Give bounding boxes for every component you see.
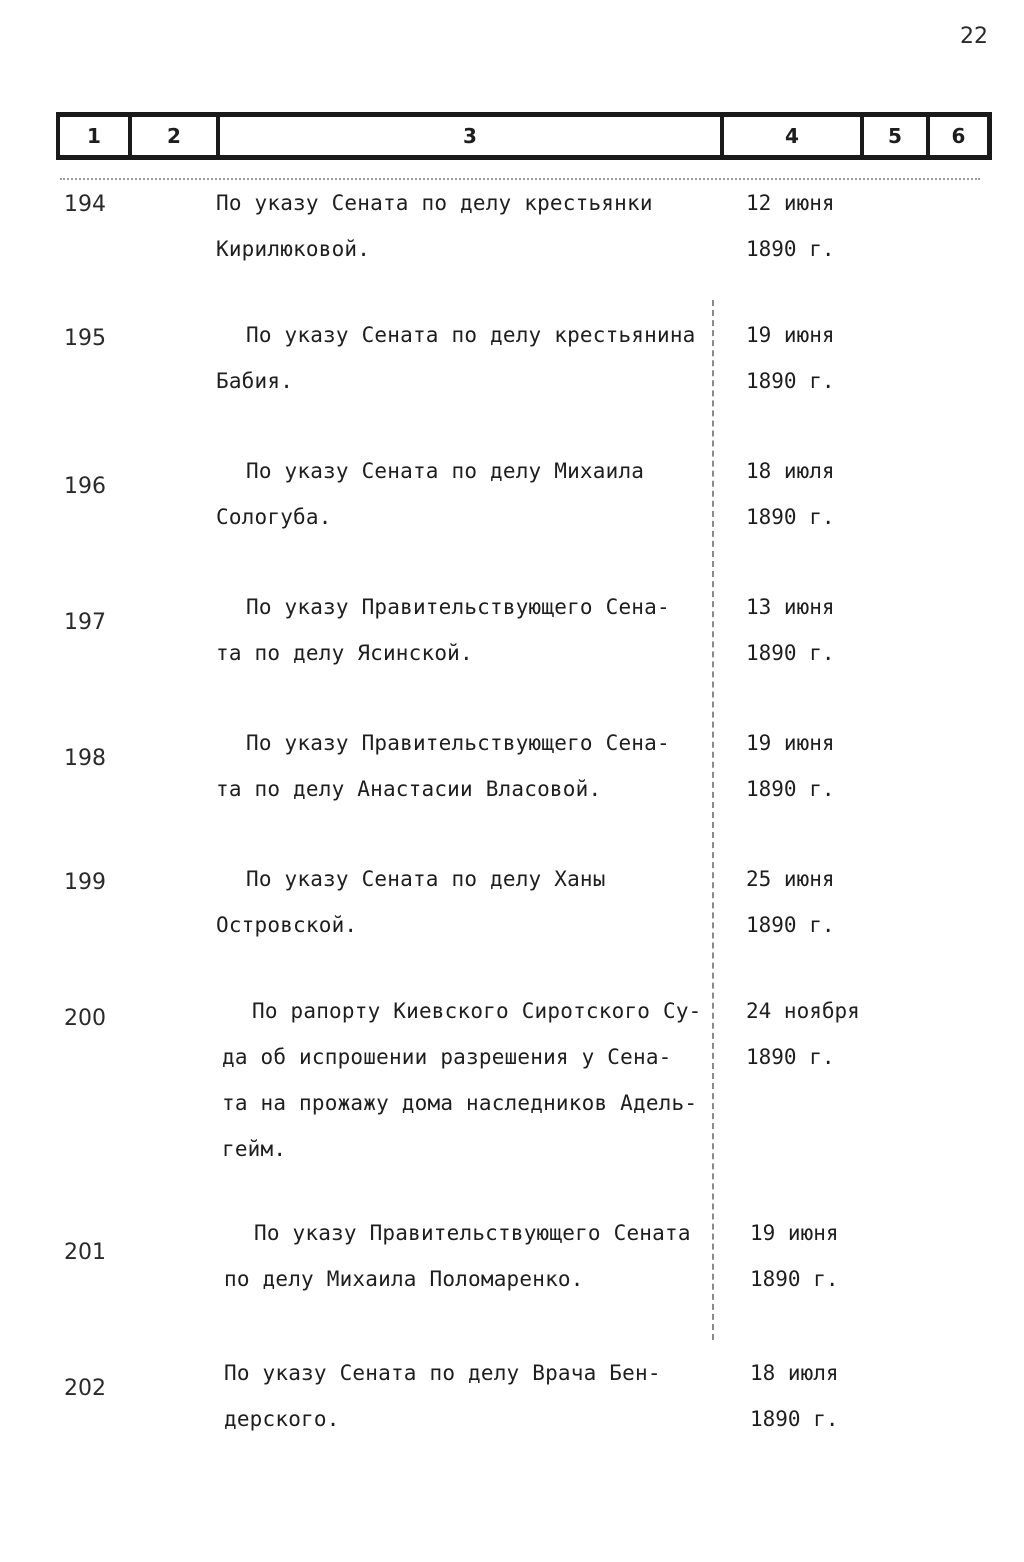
date-year: 1890 г. [746, 369, 835, 393]
entry-number: 195 [64, 326, 106, 351]
description-line: да об испрошении разрешения у Сена- [222, 1045, 672, 1069]
date-day: 18 июля [746, 459, 835, 483]
column-header-strip [56, 112, 992, 160]
entry-date [746, 988, 860, 1080]
description-line: По указу Сената по делу крестьянки [216, 191, 653, 215]
entry-number: 194 [64, 192, 106, 217]
date-year: 1890 г. [746, 505, 835, 529]
date-day: 13 июня [746, 595, 835, 619]
column-header-3: 3 [216, 117, 720, 155]
date-day: 25 июня [746, 867, 835, 891]
entry-number: 199 [64, 870, 106, 895]
date-year: 1890 г. [746, 237, 835, 261]
entry-number: 198 [64, 746, 106, 771]
description-line: та на прожажу дома наследников Адель- [222, 1091, 698, 1115]
column-header-6: 6 [926, 117, 992, 155]
description-line: гейм. [222, 1137, 287, 1161]
date-year: 1890 г. [750, 1267, 839, 1291]
entry-description [216, 448, 736, 540]
description-line: По указу Правительствующего Сена- [246, 595, 670, 619]
description-line: Бабия. [216, 369, 294, 393]
entry-date [746, 720, 835, 812]
description-line: Сологуба. [216, 505, 332, 529]
entry-date [746, 448, 835, 540]
entry-date [750, 1210, 839, 1302]
description-line: По указу Сената по делу Ханы [246, 867, 606, 891]
description-line: По указу Правительствующего Сената [254, 1221, 691, 1245]
date-year: 1890 г. [746, 641, 835, 665]
entry-description [224, 1210, 744, 1302]
description-line: По рапорту Киевского Сиротского Су- [252, 999, 702, 1023]
entry-number: 202 [64, 1376, 106, 1401]
entry-date [746, 180, 835, 272]
entry-number: 196 [64, 474, 106, 499]
entry-description [216, 720, 736, 812]
date-day: 19 июня [746, 323, 835, 347]
date-day: 19 июня [750, 1221, 839, 1245]
entry-description [222, 988, 742, 1172]
entry-date [750, 1350, 839, 1442]
date-day: 19 июня [746, 731, 835, 755]
date-day: 18 июля [750, 1361, 839, 1385]
entry-number: 197 [64, 610, 106, 635]
column-header-4: 4 [720, 117, 860, 155]
description-line: та по делу Анастасии Власовой. [216, 777, 602, 801]
entry-description [224, 1350, 744, 1442]
column-header-5: 5 [860, 117, 926, 155]
date-day: 12 июня [746, 191, 835, 215]
date-day: 24 ноября [746, 999, 860, 1023]
entry-number: 201 [64, 1240, 106, 1265]
entry-number: 200 [64, 1006, 106, 1031]
entry-description [216, 312, 736, 404]
entry-date [746, 312, 835, 404]
entry-description [216, 584, 736, 676]
date-year: 1890 г. [746, 913, 835, 937]
entry-description [216, 180, 736, 272]
description-line: по делу Михаила Поломаренко. [224, 1267, 584, 1291]
column-header-1: 1 [56, 117, 128, 155]
description-line: Кирилюковой. [216, 237, 371, 261]
description-line: По указу Сената по делу Врача Бен- [224, 1361, 661, 1385]
description-line: По указу Сената по делу крестьянина [246, 323, 696, 347]
date-year: 1890 г. [750, 1407, 839, 1431]
entry-date [746, 856, 835, 948]
date-year: 1890 г. [746, 777, 835, 801]
description-line: По указу Правительствующего Сена- [246, 731, 670, 755]
description-line: По указу Сената по делу Михаила [246, 459, 645, 483]
description-line: та по делу Ясинской. [216, 641, 473, 665]
description-line: дерского. [224, 1407, 340, 1431]
description-line: Островской. [216, 913, 358, 937]
date-year: 1890 г. [746, 1045, 835, 1069]
column-header-2: 2 [128, 117, 216, 155]
entry-date [746, 584, 835, 676]
page-number: 22 [960, 24, 988, 49]
entry-description [216, 856, 736, 948]
